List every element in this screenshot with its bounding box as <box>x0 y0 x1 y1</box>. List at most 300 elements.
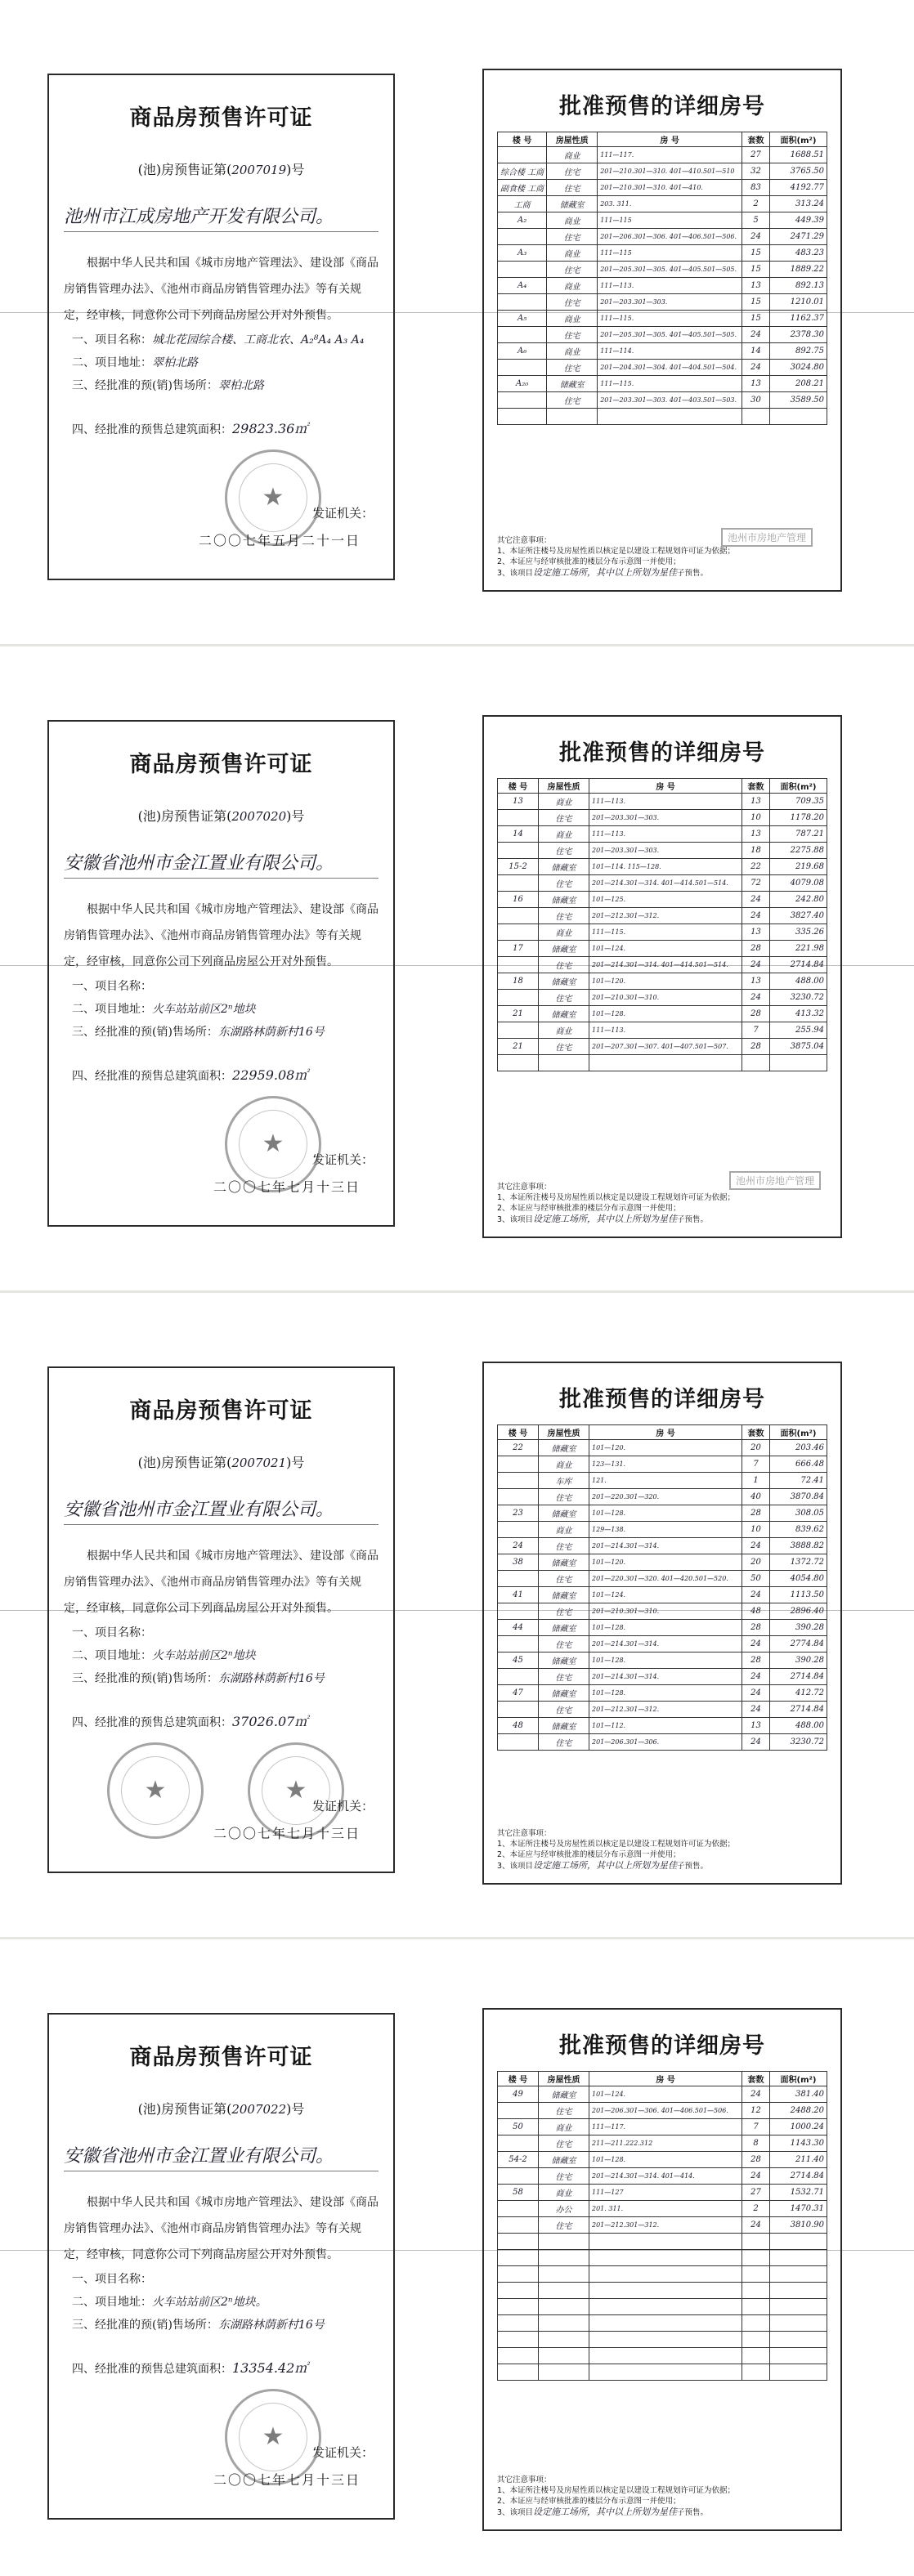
cell-area: 1000.24 <box>770 2119 827 2135</box>
cell-building: A₅ <box>498 311 547 327</box>
table-row <box>498 1702 827 1718</box>
table-row <box>498 1006 827 1022</box>
cell-type: 储藏室 <box>539 1718 589 1734</box>
cell-type: 商业 <box>547 245 598 262</box>
star-icon: ★ <box>262 1129 285 1158</box>
cell-area: 1162.37 <box>770 311 827 327</box>
cell-sets: 28 <box>742 1620 770 1636</box>
cell-area: 3810.90 <box>770 2217 827 2234</box>
cell-rooms: 201—212.301—312. <box>589 908 742 924</box>
empty-cell <box>498 2266 539 2283</box>
table-row <box>498 2135 827 2152</box>
empty-cell <box>770 409 827 425</box>
cell-type: 商业 <box>547 343 598 360</box>
cell-rooms: 201—212.301—312. <box>589 1702 742 1718</box>
cell-area: 208.21 <box>770 376 827 392</box>
cell-building: 47 <box>498 1685 539 1702</box>
cell-building <box>498 2168 539 2185</box>
approved-area-line: 四、经批准的预售总建筑面积：13354.42㎡ <box>72 2360 308 2376</box>
cell-sets: 24 <box>742 2217 770 2234</box>
cell-rooms: 123—131. <box>589 1456 742 1473</box>
table-row <box>498 2217 827 2234</box>
cell-type: 储藏室 <box>539 1505 589 1522</box>
certificate-body: 根据中华人民共和国《城市房地产管理法》、建设部《商品房销售管理办法》、《池州市商品房销售管理办法》等有关规定，经审核，同意你公司下列商品房屋公开对外预售。 <box>64 2196 379 2261</box>
cell-rooms: 111—113. <box>589 1022 742 1039</box>
empty-cell <box>742 2266 770 2283</box>
table-row <box>498 859 827 875</box>
table-row <box>498 1603 827 1620</box>
cell-sets: 27 <box>742 147 770 163</box>
cell-building <box>498 2103 539 2119</box>
empty-cell <box>589 2283 742 2299</box>
cell-rooms: 201—205.301—305. 401—405.501—505. <box>598 262 742 278</box>
cell-sets: 10 <box>742 810 770 826</box>
cell-rooms: 111—117. <box>589 2119 742 2135</box>
cell-type: 住宅 <box>539 1538 589 1554</box>
col-sets: 套数 <box>742 132 770 147</box>
project-name-line: 一、项目名称：城北花园综合楼、工商北农、A₂⁸A₄ A₃ A₄ <box>72 333 365 347</box>
table-row <box>498 1538 827 1554</box>
cell-sets: 13 <box>742 794 770 810</box>
cell-rooms: 111—115. <box>598 376 742 392</box>
empty-cell <box>498 2299 539 2315</box>
cell-type: 储藏室 <box>539 1440 589 1456</box>
project-address-line: 二、项目地址：火车站站前区2ⁿ地块 <box>72 1649 256 1662</box>
cell-building <box>498 810 539 826</box>
cell-rooms: 121. <box>589 1473 742 1489</box>
cell-building: 50 <box>498 2119 539 2135</box>
table-row-empty <box>498 2283 827 2299</box>
cell-rooms: 111—115. <box>598 311 742 327</box>
project-name-line: 一、项目名称： <box>72 2273 152 2286</box>
cell-building: 17 <box>498 941 539 957</box>
cell-building: 工商 <box>498 196 547 212</box>
cell-building: 44 <box>498 1620 539 1636</box>
empty-cell <box>539 2364 589 2381</box>
room-detail-sheet <box>482 1362 842 1885</box>
table-header-row <box>498 779 827 794</box>
cell-rooms: 201—220.301—320. 401—420.501—520. <box>589 1571 742 1587</box>
cell-sets: 24 <box>742 1538 770 1554</box>
cell-sets: 27 <box>742 2185 770 2201</box>
cell-type: 住宅 <box>547 262 598 278</box>
table-row <box>498 2185 827 2201</box>
cell-area: 203.46 <box>770 1440 827 1456</box>
table-row <box>498 343 827 360</box>
table-row <box>498 973 827 990</box>
cell-area: 3875.04 <box>770 1039 827 1055</box>
developer-company: 安徽省池州市金江置业有限公司。 <box>64 849 379 879</box>
empty-cell <box>498 2234 539 2250</box>
cell-sets: 28 <box>742 1505 770 1522</box>
col-area: 面积(m²) <box>770 779 827 794</box>
table-row-empty <box>498 2234 827 2250</box>
cell-rooms: 101—120. <box>589 1440 742 1456</box>
cell-area: 449.39 <box>770 212 827 229</box>
cell-rooms: 201—204.301—304. 401—404.501—504. <box>598 360 742 376</box>
cell-type: 储藏室 <box>539 1554 589 1571</box>
cell-area: 4192.77 <box>770 180 827 196</box>
table-row <box>498 1669 827 1685</box>
cell-area: 1688.51 <box>770 147 827 163</box>
cell-area: 787.21 <box>770 826 827 843</box>
cell-type: 住宅 <box>539 1039 589 1055</box>
cell-type: 住宅 <box>539 957 589 973</box>
empty-cell <box>498 2250 539 2266</box>
approved-area-line: 四、经批准的预售总建筑面积：22959.08㎡ <box>72 1067 308 1083</box>
cell-building <box>498 294 547 311</box>
cell-building: 16 <box>498 892 539 908</box>
cell-type: 商业 <box>539 1022 589 1039</box>
empty-cell <box>742 2283 770 2299</box>
cell-rooms: 101—128. <box>589 2152 742 2168</box>
room-table <box>497 778 827 1071</box>
cell-rooms: 203. 311. <box>598 196 742 212</box>
empty-cell <box>498 2315 539 2332</box>
cell-rooms: 101—120. <box>589 973 742 990</box>
col-area: 面积(m²) <box>770 1425 827 1440</box>
table-row <box>498 794 827 810</box>
cell-building <box>498 1571 539 1587</box>
cell-rooms: 111—117. <box>598 147 742 163</box>
cell-rooms: 111—115 <box>598 245 742 262</box>
cell-type: 住宅 <box>539 1603 589 1620</box>
cell-sets: 10 <box>742 1522 770 1538</box>
cell-rooms: 101—124. <box>589 1587 742 1603</box>
table-row <box>498 180 827 196</box>
empty-cell <box>770 2266 827 2283</box>
table-row <box>498 810 827 826</box>
sales-place-line: 三、经批准的预(销)售场所：翠柏北路 <box>72 379 264 392</box>
cell-area: 211.40 <box>770 2152 827 2168</box>
table-row-empty <box>498 2315 827 2332</box>
table-row <box>498 1456 827 1473</box>
col-area: 面积(m²) <box>770 2072 827 2086</box>
empty-cell <box>770 1055 827 1071</box>
col-sets: 套数 <box>742 2072 770 2086</box>
certificate-title: 商品房预售许可证 <box>129 1398 313 1424</box>
cell-area: 1470.31 <box>770 2201 827 2217</box>
table-row-empty <box>498 2332 827 2348</box>
empty-cell <box>589 2299 742 2315</box>
cell-sets: 28 <box>742 2152 770 2168</box>
cell-rooms: 201—210.301—310. <box>589 990 742 1006</box>
cell-area: 4079.08 <box>770 875 827 892</box>
cell-building: 48 <box>498 1718 539 1734</box>
empty-cell <box>770 2332 827 2348</box>
col-area: 面积(m²) <box>770 132 827 147</box>
cell-sets: 28 <box>742 1039 770 1055</box>
cell-building: A₃ <box>498 245 547 262</box>
table-row <box>498 147 827 163</box>
cell-area: 1532.71 <box>770 2185 827 2201</box>
table-title: 批准预售的详细房号 <box>559 2033 765 2059</box>
col-rooms: 房 号 <box>598 132 742 147</box>
cell-sets: 24 <box>742 327 770 343</box>
table-row <box>498 892 827 908</box>
cell-type: 住宅 <box>539 875 589 892</box>
cell-type: 商业 <box>547 212 598 229</box>
cell-sets: 28 <box>742 941 770 957</box>
table-row <box>498 2119 827 2135</box>
table-row <box>498 1587 827 1603</box>
cell-sets: 83 <box>742 180 770 196</box>
table-row <box>498 990 827 1006</box>
certificate-body: 根据中华人民共和国《城市房地产管理法》、建设部《商品房销售管理办法》、《池州市商品房销售管理办法》等有关规定，经审核，同意你公司下列商品房屋公开对外预售。 <box>64 903 379 968</box>
cell-type: 商业 <box>539 2185 589 2201</box>
cell-area: 1178.20 <box>770 810 827 826</box>
table-row <box>498 1505 827 1522</box>
cell-building <box>498 1636 539 1652</box>
empty-cell <box>770 2364 827 2381</box>
table-row <box>498 1039 827 1055</box>
cell-rooms: 201—206.301—306. 401—406.501—506. <box>589 2103 742 2119</box>
cell-sets: 48 <box>742 1603 770 1620</box>
cell-type: 储藏室 <box>539 2086 589 2103</box>
permit-scan-2 <box>0 646 914 1290</box>
cell-rooms: 101—128. <box>589 1505 742 1522</box>
cell-sets: 15 <box>742 311 770 327</box>
cell-type: 住宅 <box>539 1734 589 1751</box>
cell-type: 商业 <box>547 311 598 327</box>
cell-type: 住宅 <box>539 990 589 1006</box>
cell-rooms: 201—214.301—314. <box>589 1669 742 1685</box>
cell-building: 14 <box>498 826 539 843</box>
cell-area: 1889.22 <box>770 262 827 278</box>
table-row <box>498 327 827 343</box>
certificate-title: 商品房预售许可证 <box>129 752 313 777</box>
empty-cell <box>742 2315 770 2332</box>
cell-area: 709.35 <box>770 794 827 810</box>
cell-sets: 72 <box>742 875 770 892</box>
cell-sets: 15 <box>742 245 770 262</box>
empty-cell <box>498 1055 539 1071</box>
cell-building <box>498 392 547 409</box>
cell-building <box>498 360 547 376</box>
table-row-empty <box>498 2266 827 2283</box>
cell-building: A₂₀ <box>498 376 547 392</box>
empty-cell <box>539 2234 589 2250</box>
cell-sets: 24 <box>742 2086 770 2103</box>
table-row <box>498 924 827 941</box>
cell-type: 住宅 <box>539 810 589 826</box>
issuer-label: 发证机关： <box>311 2445 374 2460</box>
col-rooms: 房 号 <box>589 779 742 794</box>
cell-area: 488.00 <box>770 1718 827 1734</box>
cell-building <box>498 1702 539 1718</box>
cell-building: 18 <box>498 973 539 990</box>
certificate-title: 商品房预售许可证 <box>129 105 313 131</box>
empty-cell <box>589 2250 742 2266</box>
room-detail-sheet <box>482 69 842 592</box>
cell-rooms: 211—211.222.312 <box>589 2135 742 2152</box>
cell-type: 商业 <box>539 924 589 941</box>
cell-sets: 20 <box>742 1554 770 1571</box>
cell-building <box>498 1473 539 1489</box>
cell-sets: 13 <box>742 376 770 392</box>
cell-rooms: 201—203.301—303. <box>589 810 742 826</box>
empty-cell <box>539 1055 589 1071</box>
empty-cell <box>589 2332 742 2348</box>
cell-rooms: 101—120. <box>589 1554 742 1571</box>
cell-rooms: 101—128. <box>589 1685 742 1702</box>
cell-building <box>498 1456 539 1473</box>
cell-area: 412.72 <box>770 1685 827 1702</box>
cell-type: 储藏室 <box>547 376 598 392</box>
cell-building: 21 <box>498 1039 539 1055</box>
cell-sets: 13 <box>742 1718 770 1734</box>
cell-type: 商业 <box>547 278 598 294</box>
empty-cell <box>539 2332 589 2348</box>
cell-sets: 13 <box>742 826 770 843</box>
certificate-number-value: 2007019 <box>231 163 287 177</box>
cell-rooms: 101—114. 115—128. <box>589 859 742 875</box>
col-sets: 套数 <box>742 779 770 794</box>
approved-area-line: 四、经批准的预售总建筑面积：37026.07㎡ <box>72 1714 308 1729</box>
empty-cell <box>742 2364 770 2381</box>
cell-building: 22 <box>498 1440 539 1456</box>
table-row <box>498 875 827 892</box>
cell-type: 商业 <box>547 147 598 163</box>
cell-sets: 30 <box>742 392 770 409</box>
table-row <box>498 360 827 376</box>
cell-sets: 15 <box>742 262 770 278</box>
table-row-empty <box>498 409 827 425</box>
cell-area: 4054.80 <box>770 1571 827 1587</box>
cell-building: 41 <box>498 1587 539 1603</box>
cell-rooms: 201—206.301—306. 401—406.501—506. <box>598 229 742 245</box>
table-row <box>498 1554 827 1571</box>
table-row <box>498 1522 827 1538</box>
cell-type: 住宅 <box>539 843 589 859</box>
cell-type: 住宅 <box>539 908 589 924</box>
cell-area: 3230.72 <box>770 990 827 1006</box>
cell-area: 2378.30 <box>770 327 827 343</box>
cell-rooms: 201—220.301—320. <box>589 1489 742 1505</box>
cell-area: 413.32 <box>770 1006 827 1022</box>
empty-cell <box>539 2348 589 2364</box>
table-row <box>498 908 827 924</box>
cell-rooms: 111—115. <box>589 924 742 941</box>
cell-rooms: 201—203.301—303. <box>598 294 742 311</box>
cell-area: 308.05 <box>770 1505 827 1522</box>
cell-building: A₄ <box>498 278 547 294</box>
cell-building <box>498 1734 539 1751</box>
cell-building <box>498 908 539 924</box>
issue-date: 二〇〇七年七月十三日 <box>213 1179 361 1195</box>
table-row <box>498 163 827 180</box>
cell-rooms: 201—214.301—314. 401—414.501—514. <box>589 875 742 892</box>
cell-building <box>498 327 547 343</box>
empty-cell <box>589 2348 742 2364</box>
empty-cell <box>589 2266 742 2283</box>
cell-sets: 24 <box>742 957 770 973</box>
certificate-body: 根据中华人民共和国《城市房地产管理法》、建设部《商品房销售管理办法》、《池州市商品房销售管理办法》等有关规定，经审核，同意你公司下列商品房屋公开对外预售。 <box>64 257 379 322</box>
issue-date: 二〇〇七年七月十三日 <box>213 1826 361 1841</box>
certificate-body: 根据中华人民共和国《城市房地产管理法》、建设部《商品房销售管理办法》、《池州市商品房销售管理办法》等有关规定，经审核，同意你公司下列商品房屋公开对外预售。 <box>64 1550 379 1615</box>
table-row <box>498 1489 827 1505</box>
cell-building <box>498 924 539 941</box>
empty-cell <box>498 409 547 425</box>
cell-type: 商业 <box>539 826 589 843</box>
cell-rooms: 101—128. <box>589 1652 742 1669</box>
cell-building: 58 <box>498 2185 539 2201</box>
cell-area: 381.40 <box>770 2086 827 2103</box>
room-table <box>497 132 827 425</box>
notes-block: 其它注意事项： 1、本证所注楼号及房屋性质以核定是以建设工程规划许可证为依据； 2、本证应与经审核批准的楼层分布示意图一并使用； 3、该项目设定施工场所，其中以上所划为星佳子预售。 <box>497 2475 736 2517</box>
cell-building: 13 <box>498 794 539 810</box>
empty-cell <box>539 2299 589 2315</box>
project-name-line: 一、项目名称： <box>72 980 152 993</box>
cell-sets: 7 <box>742 1022 770 1039</box>
cell-type: 住宅 <box>539 2103 589 2119</box>
cell-rooms: 101—128. <box>589 1620 742 1636</box>
cell-rooms: 101—124. <box>589 2086 742 2103</box>
table-row-empty <box>498 1055 827 1071</box>
empty-cell <box>589 2364 742 2381</box>
cell-building <box>498 957 539 973</box>
cell-sets: 32 <box>742 163 770 180</box>
notes-block: 其它注意事项： 1、本证所注楼号及房屋性质以核定是以建设工程规划许可证为依据； 2、本证应与经审核批准的楼层分布示意图一并使用； 3、该项目设定施工场所，其中以上所划为星佳子预售。 <box>497 1183 736 1224</box>
cell-type: 储藏室 <box>539 941 589 957</box>
sales-place-line: 三、经批准的预(销)售场所：东湖路林荫新村16号 <box>72 1026 325 1039</box>
small-stamp: 池州市房地产管理 <box>729 1171 821 1190</box>
cell-sets: 24 <box>742 990 770 1006</box>
cell-sets: 50 <box>742 1571 770 1587</box>
cell-type: 商业 <box>539 794 589 810</box>
table-header-row <box>498 1425 827 1440</box>
table-row-empty <box>498 2348 827 2364</box>
certificate-number-value: 2007021 <box>231 1456 287 1470</box>
table-row <box>498 2103 827 2119</box>
cell-area: 2275.88 <box>770 843 827 859</box>
cell-type: 住宅 <box>539 1702 589 1718</box>
empty-cell <box>742 1055 770 1071</box>
cell-sets: 24 <box>742 1702 770 1718</box>
col-type: 房屋性质 <box>547 132 598 147</box>
empty-cell <box>770 2234 827 2250</box>
presale-certificate <box>47 720 395 1227</box>
table-title: 批准预售的详细房号 <box>559 740 765 766</box>
sales-place-line: 三、经批准的预(销)售场所：东湖路林荫新村16号 <box>72 2319 325 2332</box>
cell-rooms: 111—127 <box>589 2185 742 2201</box>
star-icon: ★ <box>262 2422 285 2451</box>
empty-cell <box>498 2283 539 2299</box>
project-address-line: 二、项目地址：翠柏北路 <box>72 356 198 369</box>
table-row <box>498 2152 827 2168</box>
cell-area: 892.75 <box>770 343 827 360</box>
table-row <box>498 294 827 311</box>
presale-certificate <box>47 2013 395 2520</box>
cell-sets: 15 <box>742 294 770 311</box>
col-type: 房屋性质 <box>539 1425 589 1440</box>
cell-building: 49 <box>498 2086 539 2103</box>
permit-scan-4 <box>0 1939 914 2576</box>
cell-area: 2471.29 <box>770 229 827 245</box>
room-detail-sheet <box>482 2008 842 2531</box>
cell-rooms: 201—207.301—307. 401—407.501—507. <box>589 1039 742 1055</box>
cell-sets: 12 <box>742 2103 770 2119</box>
issue-date: 二〇〇七年七月十三日 <box>213 2472 361 2488</box>
cell-building <box>498 147 547 163</box>
sales-place-line: 三、经批准的预(销)售场所：东湖路林荫新村16号 <box>72 1672 325 1685</box>
table-row <box>498 843 827 859</box>
cell-sets: 24 <box>742 1587 770 1603</box>
table-row <box>498 941 827 957</box>
col-type: 房屋性质 <box>539 779 589 794</box>
cell-sets: 24 <box>742 1636 770 1652</box>
cell-building: 副食楼 工商 <box>498 180 547 196</box>
